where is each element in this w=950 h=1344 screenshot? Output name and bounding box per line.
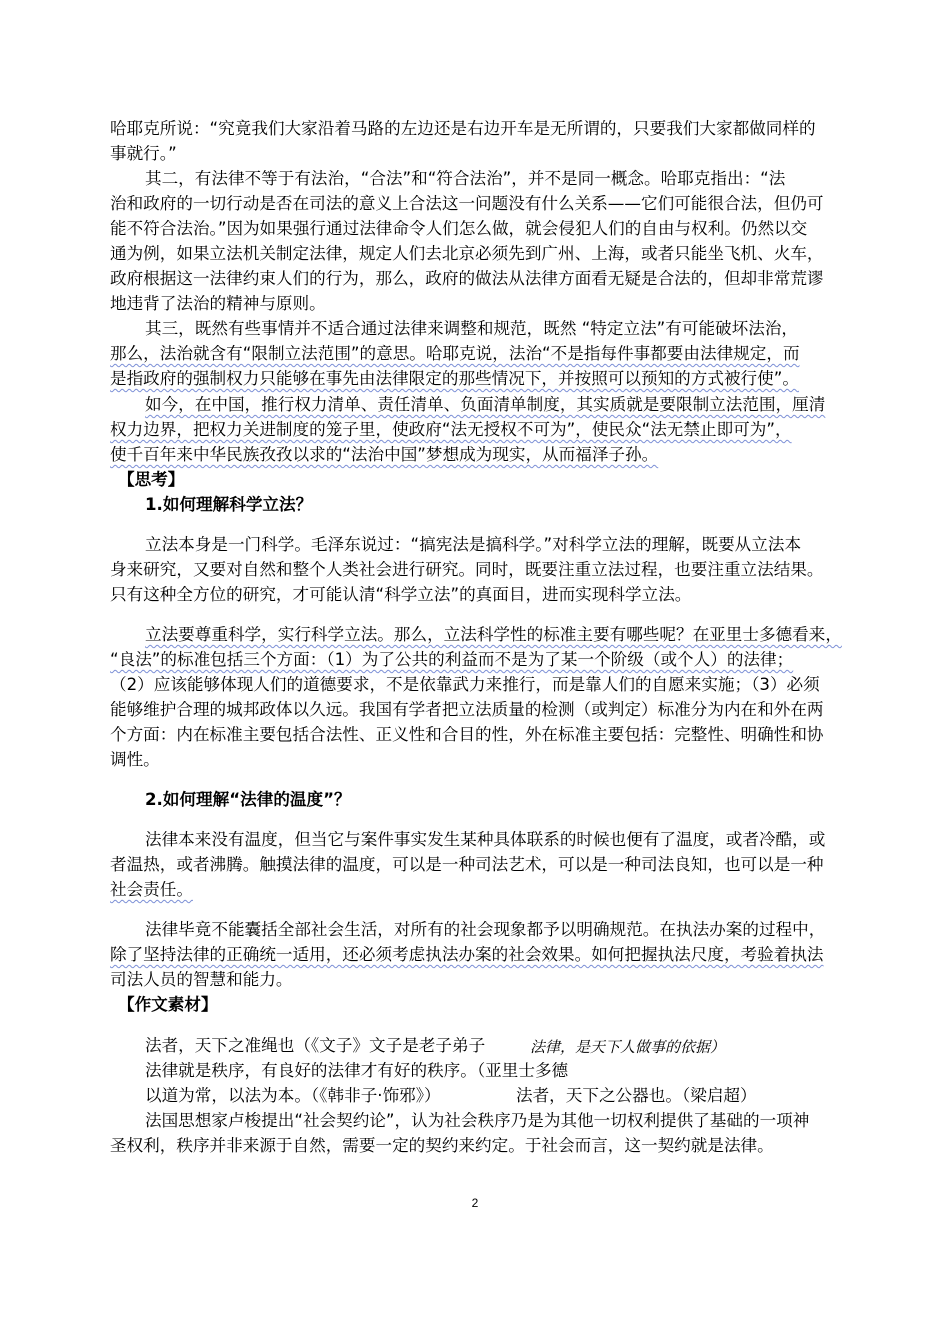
question-heading: 1.如何理解科学立法？ <box>145 495 313 514</box>
section-heading: 【作文素材】 <box>118 995 218 1014</box>
text-line: 只有这种全方位的研究，才可能认清“科学立法”的真面目，进而实现科学立法。 <box>110 585 692 604</box>
text-line: 使千百年来中华民族孜孜以求的“法治中国”梦想成为现实，从而福泽子孙。 <box>110 445 659 464</box>
text-line: 事就行。” <box>110 144 177 163</box>
text-line: 者温热，或者沸腾。触摸法律的温度，可以是一种司法艺术，可以是一种司法良知，也可以是一种 <box>110 855 824 874</box>
text-line: 以道为常，以法为本。（《韩非子·饰邪》） <box>145 1086 441 1105</box>
text-line: 哈耶克所说：“究竟我们大家沿着马路的左边还是右边开车是无所谓的，只要我们大家都做同样的 <box>110 119 816 138</box>
text-line: 如今，在中国，推行权力清单、责任清单、负面清单制度，其实质就是要限制立法范围，厘清 <box>145 395 826 414</box>
text-line: 地违背了法治的精神与原则。 <box>110 294 326 313</box>
text-line: 通为例，如果立法机关制定法律，规定人们去北京必须先到广州、上海，或者只能坐飞机、火车， <box>110 244 824 263</box>
page-number: 2 <box>471 1196 479 1210</box>
text-line: 立法本身是一门科学。毛泽东说过：“搞宪法是搞科学。”对科学立法的理解，既要从立法本 <box>145 535 802 554</box>
text-line: 治和政府的一切行动是否在司法的意义上合法这一问题没有什么关系——它们可能很合法，但仍可 <box>110 194 824 213</box>
text-line: 其三，既然有些事情并不适合通过法律来调整和规范，既然 “特定立法”有可能破坏法治， <box>145 319 799 338</box>
text-line: 调性。 <box>110 750 160 769</box>
text-line: 是指政府的强制权力只能够在事先由法律限定的那些情况下，并按照可以预知的方式被行使”。 <box>110 369 799 388</box>
text-line: 立法要尊重科学，实行科学立法。那么，立法科学性的标准主要有哪些呢？在亚里士多德看来， <box>145 625 842 644</box>
text-line: 其二，有法律不等于有法治，“合法”和“符合法治”，并不是同一概念。哈耶克指出：“法 <box>145 169 786 188</box>
text-line: 身来研究，又要对自然和整个人类社会进行研究。同时，既要注重立法过程，也要注重立法结果。 <box>110 560 824 579</box>
question-heading: 2.如何理解“法律的温度”？ <box>145 790 351 809</box>
text-line: 个方面：内在标准主要包括合法性、正义性和合目的性，外在标准主要包括：完整性、明确性和协 <box>110 725 824 744</box>
text-line: 能够维护合理的城邦政体以久远。我国有学者把立法质量的检测（或判定）标准分为内在和外在两 <box>110 700 824 719</box>
text-line: 法国思想家卢梭提出“社会契约论”，认为社会秩序乃是为其他一切权利提供了基础的一项神 <box>145 1111 810 1130</box>
text-line: 法律，是天下人做事的依据） <box>530 1038 726 1056</box>
text-line: 权力边界，把权力关进制度的笼子里，使政府“法无授权不可为”，使民众“法无禁止即可为”， <box>110 420 792 439</box>
text-line: 能不符合法治。”因为如果强行通过法律命令人们怎么做，就会侵犯人们的自由与权利。仍然以交 <box>110 219 808 238</box>
text-line: “良法”的标准包括三个方面：（1）为了公共的利益而不是为了某一个阶级（或个人）的法律； <box>110 650 794 669</box>
text-line: 法律就是秩序，有良好的法律才有好的秩序。（亚里士多德 <box>145 1061 569 1080</box>
text-line: 司法人员的智慧和能力。 <box>110 970 293 989</box>
text-line: （2）应该能够体现人们的道德要求，不是依靠武力来推行，而是靠人们的自愿来实施；（3）必须 <box>110 675 820 694</box>
text-line: 政府根据这一法律约束人们的行为，那么，政府的做法从法律方面看无疑是合法的，但却非常荒谬 <box>110 269 824 288</box>
text-line: 社会责任。 <box>110 880 193 899</box>
text-line: 那么，法治就含有“限制立法范围”的意思。哈耶克说，法治“不是指每件事都要由法律规定，而 <box>110 344 800 363</box>
text-line: 法者，天下之准绳也（《文子》文子是老子弟子 <box>145 1036 486 1055</box>
text-line: 法律毕竟不能囊括全部社会生活，对所有的社会现象都予以明确规范。在执法办案的过程中， <box>145 920 826 939</box>
text-line: 法者，天下之公器也。（梁启超） <box>516 1086 757 1105</box>
text-line: 除了坚持法律的正确统一适用，还必须考虑执法办案的社会效果。如何把握执法尺度，考验着执法 <box>110 945 824 964</box>
section-heading: 【思考】 <box>118 470 185 489</box>
text-line: 法律本来没有温度，但当它与案件事实发生某种具体联系的时候也便有了温度，或者冷酷，或 <box>145 830 826 849</box>
text-line: 圣权利，秩序并非来源于自然，需要一定的契约来约定。于社会而言，这一契约就是法律。 <box>110 1136 774 1155</box>
